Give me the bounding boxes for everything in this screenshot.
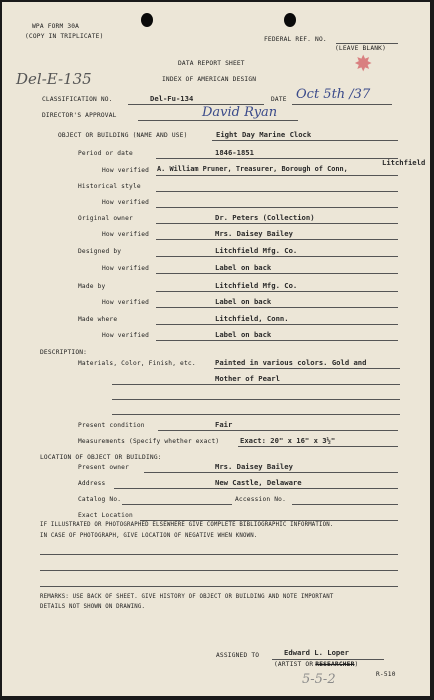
director-label: DIRECTOR'S APPROVAL	[42, 112, 117, 119]
director-line	[138, 120, 298, 121]
materials-line-2	[112, 384, 400, 385]
period-value: 1846-1851	[215, 148, 254, 157]
form-code: R-510	[376, 671, 396, 678]
bottom-pencil-note: 5-5-2	[302, 672, 336, 687]
materials-line-4	[112, 414, 400, 415]
artist-note-close: )	[354, 661, 359, 668]
federal-ref-line	[336, 43, 398, 44]
copy-note: (COPY IN TRIPLICATE)	[25, 33, 104, 40]
measurements-label: Measurements (Specify whether exact)	[78, 438, 220, 445]
made-where-label: Made where	[78, 316, 118, 323]
condition-label: Present condition	[78, 422, 145, 429]
made-by-value: Litchfield Mfg. Co.	[215, 281, 298, 290]
form-name: WPA FORM 30A	[32, 23, 80, 30]
made-where-line	[156, 324, 398, 325]
punch-hole-left	[141, 13, 153, 27]
present-owner-label: Present owner	[78, 464, 130, 471]
period-verified-overflow: Litchfield	[382, 158, 426, 167]
style-label: Historical style	[78, 183, 141, 190]
designed-verified-value: Label on back	[215, 263, 272, 272]
classification-value: Del-Fu-134	[150, 94, 194, 103]
owner-label: Original owner	[78, 215, 133, 222]
address-line	[114, 488, 398, 489]
designed-verified-line	[156, 273, 398, 274]
catalog-line	[122, 504, 232, 505]
address-label: Address	[78, 480, 106, 487]
owner-verified-line	[156, 239, 398, 240]
director-value: David Ryan	[202, 105, 278, 120]
accession-line	[292, 504, 398, 505]
condition-value: Fair	[215, 420, 233, 429]
period-verified-line	[156, 175, 398, 176]
location-label: LOCATION OF OBJECT OR BUILDING:	[40, 454, 162, 461]
style-line	[156, 191, 398, 192]
how-verified-label-1: How verified	[102, 167, 150, 174]
margin-note: Del-E-135	[16, 70, 92, 88]
exact-location-line	[140, 520, 398, 521]
artist-note-open: (ARTIST OR	[274, 661, 314, 668]
object-label: OBJECT OR BUILDING (NAME AND USE)	[58, 132, 188, 139]
made-where-verified-line	[156, 340, 398, 341]
designed-line	[156, 256, 398, 257]
data-report-sheet	[2, 2, 430, 696]
made-by-verified-line	[156, 307, 398, 308]
condition-line	[158, 430, 398, 431]
period-verified-value: A. William Pruner, Treasurer, Borough of Conn,	[157, 165, 348, 173]
remarks-line-1: REMARKS: USE BACK OF SHEET. GIVE HISTORY OF OBJECT OR BUILDING AND NOTE IMPORTANT	[40, 594, 334, 600]
made-where-verified-value: Label on back	[215, 330, 272, 339]
blank-line-1	[40, 554, 398, 555]
made-by-verified-value: Label on back	[215, 297, 272, 306]
blank-line-3	[40, 586, 398, 587]
made-by-line	[156, 291, 398, 292]
how-verified-label-6: How verified	[102, 332, 150, 339]
leave-blank-note: (LEAVE BLANK)	[335, 45, 387, 52]
federal-ref-label: FEDERAL REF. NO.	[264, 36, 327, 43]
style-verified-line	[156, 207, 398, 208]
date-label: DATE	[271, 96, 287, 103]
materials-value-1: Painted in various colors. Gold and	[215, 358, 367, 367]
made-by-label: Made by	[78, 283, 106, 290]
measurements-line	[238, 446, 398, 447]
designed-value: Litchfield Mfg. Co.	[215, 246, 298, 255]
date-value: Oct 5th /37	[296, 87, 371, 102]
punch-hole-right	[284, 13, 296, 27]
accession-label: Accession No.	[235, 496, 287, 503]
description-label: DESCRIPTION:	[40, 349, 88, 356]
exact-location-label: Exact Location	[78, 512, 133, 519]
present-owner-line	[144, 472, 398, 473]
artist-note	[274, 661, 358, 668]
object-line	[212, 140, 398, 141]
made-where-value: Litchfield, Conn.	[215, 314, 289, 323]
materials-value-2: Mother of Pearl	[215, 374, 280, 383]
illustrated-note-2: IN CASE OF PHOTOGRAPH, GIVE LOCATION OF NEGATIVE WHEN KNOWN.	[40, 533, 258, 539]
owner-value: Dr. Peters (Collection)	[215, 213, 315, 222]
measurements-value: Exact: 20" x 16" x 3½"	[240, 436, 336, 445]
period-line	[156, 158, 398, 159]
title-data-report: DATA REPORT SHEET	[178, 60, 245, 67]
assigned-label: ASSIGNED TO	[216, 652, 260, 659]
assigned-line	[272, 659, 384, 660]
designed-label: Designed by	[78, 248, 122, 255]
owner-verified-value: Mrs. Daisey Bailey	[215, 229, 293, 238]
period-label: Period or date	[78, 150, 133, 157]
classification-label: CLASSIFICATION NO.	[42, 96, 113, 103]
remarks-line-2: DETAILS NOT SHOWN ON DRAWING.	[40, 604, 146, 610]
title-index: INDEX OF AMERICAN DESIGN	[162, 76, 257, 83]
how-verified-label-2: How verified	[102, 199, 150, 206]
how-verified-label-3: How verified	[102, 231, 150, 238]
how-verified-label-4: How verified	[102, 265, 150, 272]
how-verified-label-5: How verified	[102, 299, 150, 306]
materials-line-3	[112, 399, 400, 400]
assigned-value: Edward L. Loper	[284, 648, 349, 657]
materials-line-1	[214, 368, 400, 369]
date-line	[292, 104, 392, 105]
owner-line	[156, 223, 398, 224]
illustrated-note-1: IF ILLUSTRATED OR PHOTOGRAPHED ELSEWHERE GIVE COMPLETE BIBLIOGRAPHIC INFORMATION.	[40, 522, 334, 528]
artist-note-struck: RESEARCHER	[315, 661, 355, 668]
materials-label: Materials, Color, Finish, etc.	[78, 360, 196, 367]
object-value: Eight Day Marine Clock	[216, 130, 312, 139]
star-stamp: ✸	[354, 52, 373, 77]
address-value: New Castle, Delaware	[215, 478, 302, 487]
present-owner-value: Mrs. Daisey Bailey	[215, 462, 293, 471]
blank-line-2	[40, 570, 398, 571]
catalog-label: Catalog No.	[78, 496, 122, 503]
